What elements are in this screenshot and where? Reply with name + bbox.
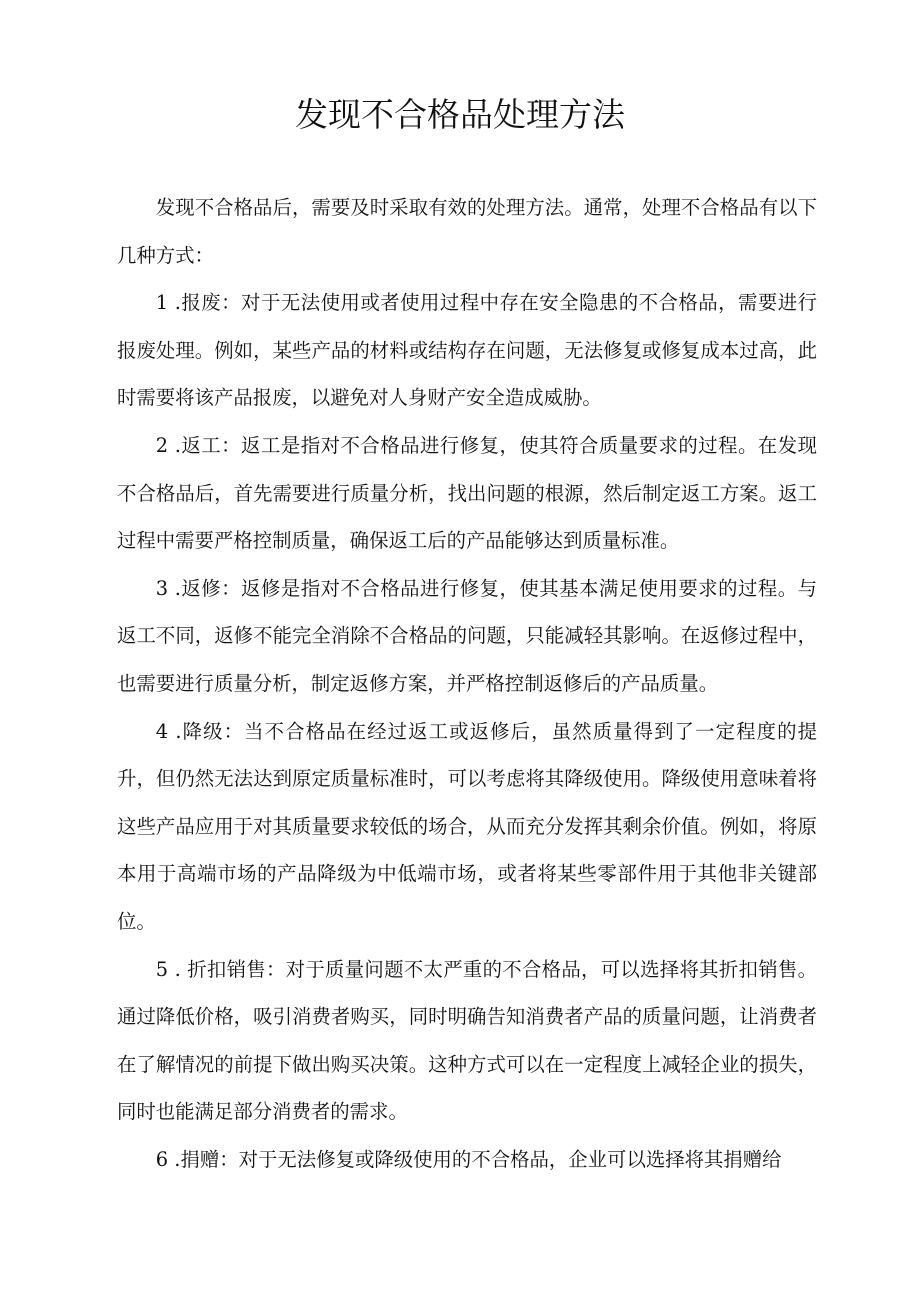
- paragraph-repair: 3 .返修：返修是指对不合格品进行修复，使其基本满足使用要求的过程。与返工不同，返修不能完全消除不合格品的问题，只能减轻其影响。在返修过程中，也需要进行质量分析，制定返修方案，并严格控制返修后的产品质量。: [117, 576, 817, 695]
- paragraph-intro: 发现不合格品后，需要及时采取有效的处理方法。通常，处理不合格品有以下几种方式：: [117, 196, 817, 267]
- paragraph-donation: 6 .捐赠：对于无法修复或降级使用的不合格品，企业可以选择将其捐赠给: [155, 1147, 782, 1171]
- paragraph-scrap: 1 .报废：对于无法使用或者使用过程中存在安全隐患的不合格品，需要进行报废处理。例如，某些产品的材料或结构存在问题，无法修复或修复成本过高，此时需要将该产品报废，以避免对人身财产安全造成威胁。: [117, 291, 817, 410]
- paragraph-downgrade: 4 .降级：当不合格品在经过返工或返修后，虽然质量得到了一定程度的提升，但仍然无法达到原定质量标准时，可以考虑将其降级使用。降级使用意味着将这些产品应用于对其质量要求较低的场合，从而充分发挥其剩余价值。例如，将原本用于高端市场的产品降级为中低端市场，或者将某些零部件用于其他非关键部位。: [117, 719, 817, 933]
- paragraph-rework: 2 .返工：返工是指对不合格品进行修复，使其符合质量要求的过程。在发现不合格品后，首先需要进行质量分析，找出问题的根源，然后制定返工方案。返工过程中需要严格控制质量，确保返工后的产品能够达到质量标准。: [117, 433, 817, 553]
- paragraph-discount-sale: 5 . 折扣销售：对于质量问题不太严重的不合格品，可以选择将其折扣销售。通过降低价格，吸引消费者购买，同时明确告知消费者产品的质量问题，让消费者在了解情况的前提下做出购买决策。这种方式可以在一定程度上减轻企业的损失，同时也能满足部分消费者的需求。: [117, 957, 817, 1124]
- document-title: 发现不合格品处理方法: [295, 95, 625, 134]
- document-body: [117, 184, 817, 1183]
